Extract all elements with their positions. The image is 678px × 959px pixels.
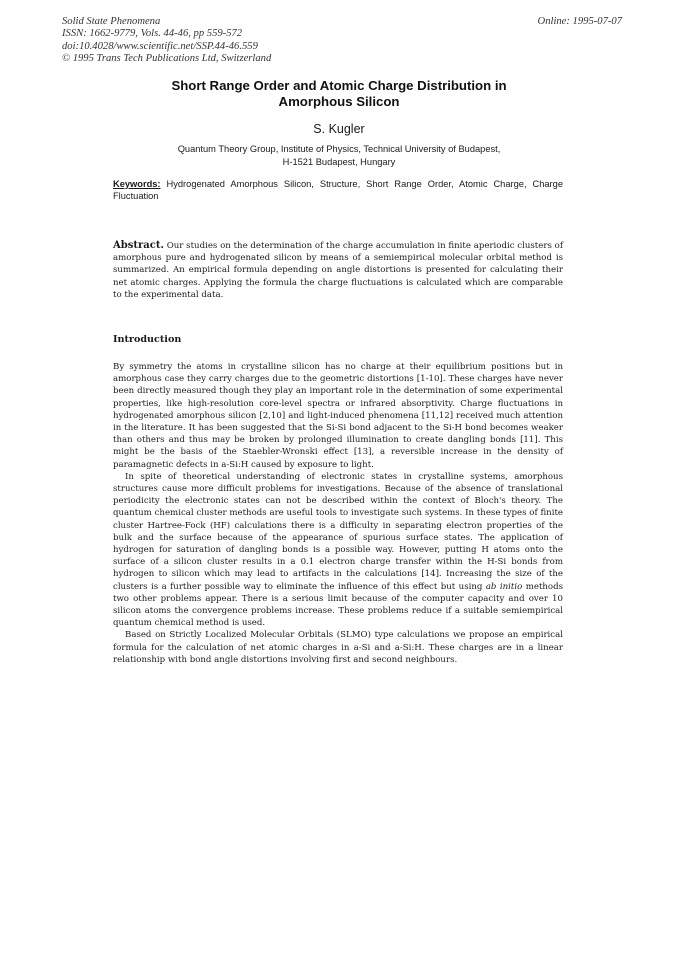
- intro-paragraph-2-italic: ab initio: [485, 581, 523, 592]
- issn-line: ISSN: 1662-9779, Vols. 44-46, pp 559-572: [62, 28, 243, 40]
- author-name: S. Kugler: [313, 122, 365, 136]
- publication-info: [62, 16, 622, 66]
- affiliation-line-2: H-1521 Budapest, Hungary: [282, 157, 396, 167]
- abstract: [113, 240, 563, 301]
- title-line-2: Amorphous Silicon: [278, 94, 400, 109]
- intro-paragraph-1: By symmetry the atoms in crystalline silicon has no charge at their equilibrium positions but in amorphous case they carry charges due to the geometric distortions [1-10]. These charges have never been directly measured though they play an important role in the determination of some experimental properties, like high-resolution core-level spectra or infrared absorptivity. Charge fluctuations in hydrogenated amorphous silicon [2,10] and light-induced phenomena [11,12] received much attention in the literature. It has been suggested that the Si-Si bond adjacent to the Si-H bond becomes weaker than others and thus may be broken by prolonged illumination to create dangling bonds [11]. This might be the basis of the Staebler-Wronski effect [13], a reversible increase in the density of paramagnetic defects in a-Si:H caused by exposure to light.: [113, 362, 563, 470]
- copyright-line: © 1995 Trans Tech Publications Ltd, Switzerland: [62, 53, 272, 65]
- abstract-label: Abstract.: [113, 240, 164, 251]
- keywords-text: Hydrogenated Amorphous Silicon, Structure, Short Range Order, Atomic Charge, Charge Fluctuation: [113, 179, 563, 202]
- intro-paragraph-2-text: In spite of theoretical understanding of electronic states in crystalline systems, amorphous structures cause more difficult problems for investigations. Because of the absence of translational periodicity the electronic states can not be described within the context of Bloch's theory. The quantum chemical cluster methods are useful tools to investigate such systems. In these types of finite cluster Hartree-Fock (HF) calculations there is a difficulty in separating electron properties of the bulk and the surface because of the appearance of spurious surface states. The application of hydrogen for saturation of dangling bonds is a possible way. However, putting H atoms onto the surface of a silicon cluster results in a 0.1 electron charge transfer within the H-Si bonds from hydrogen to silicon which may lead to artifacts in the calculations [14]. Increasing the size of the clusters is a further possible way to eliminate the influence of this effect but using: [113, 471, 563, 592]
- intro-paragraph-2-end: methods two other problems appear. There is a serious limit because of the computer capacity and over 10 silicon atoms the convergence problems increase. These problems reduce if a suitable semiempirical quantum chemical method is used.: [113, 581, 564, 629]
- intro-paragraph-2: [113, 471, 563, 630]
- section-heading-introduction: Introduction: [113, 334, 182, 345]
- paper-title: [100, 78, 578, 110]
- intro-paragraph-3: Based on Strictly Localized Molecular Orbitals (SLMO) type calculations we propose an empirical formula for the calculation of net atomic charges in a-Si and a-Si:H. These charges are in a linear relationship with bond angle distortions involving first and second neighbours.: [113, 630, 563, 665]
- abstract-text: Our studies on the determination of the charge accumulation in finite aperiodic clusters of amorphous pure and hydrogenated silicon by means of a semiempirical molecular orbital method is summarized. An empirical formula depending on angle distortions is presented for calculating their net atomic charges. Applying the formula the charge fluctuations is calculated which are comparable to the experimental data.: [113, 241, 563, 300]
- keywords: [113, 178, 563, 202]
- doi-line: doi:10.4028/www.scientific.net/SSP.44-46.559: [62, 40, 258, 52]
- title-line-1: Short Range Order and Atomic Charge Distribution in: [171, 78, 507, 93]
- affiliation: [100, 143, 578, 169]
- introduction-body: [113, 361, 563, 666]
- online-date: Online: 1995-07-07: [537, 16, 622, 27]
- keywords-label: Keywords:: [113, 179, 161, 189]
- affiliation-line-1: Quantum Theory Group, Institute of Physics, Technical University of Budapest,: [177, 144, 501, 154]
- journal-name: Solid State Phenomena: [62, 16, 161, 27]
